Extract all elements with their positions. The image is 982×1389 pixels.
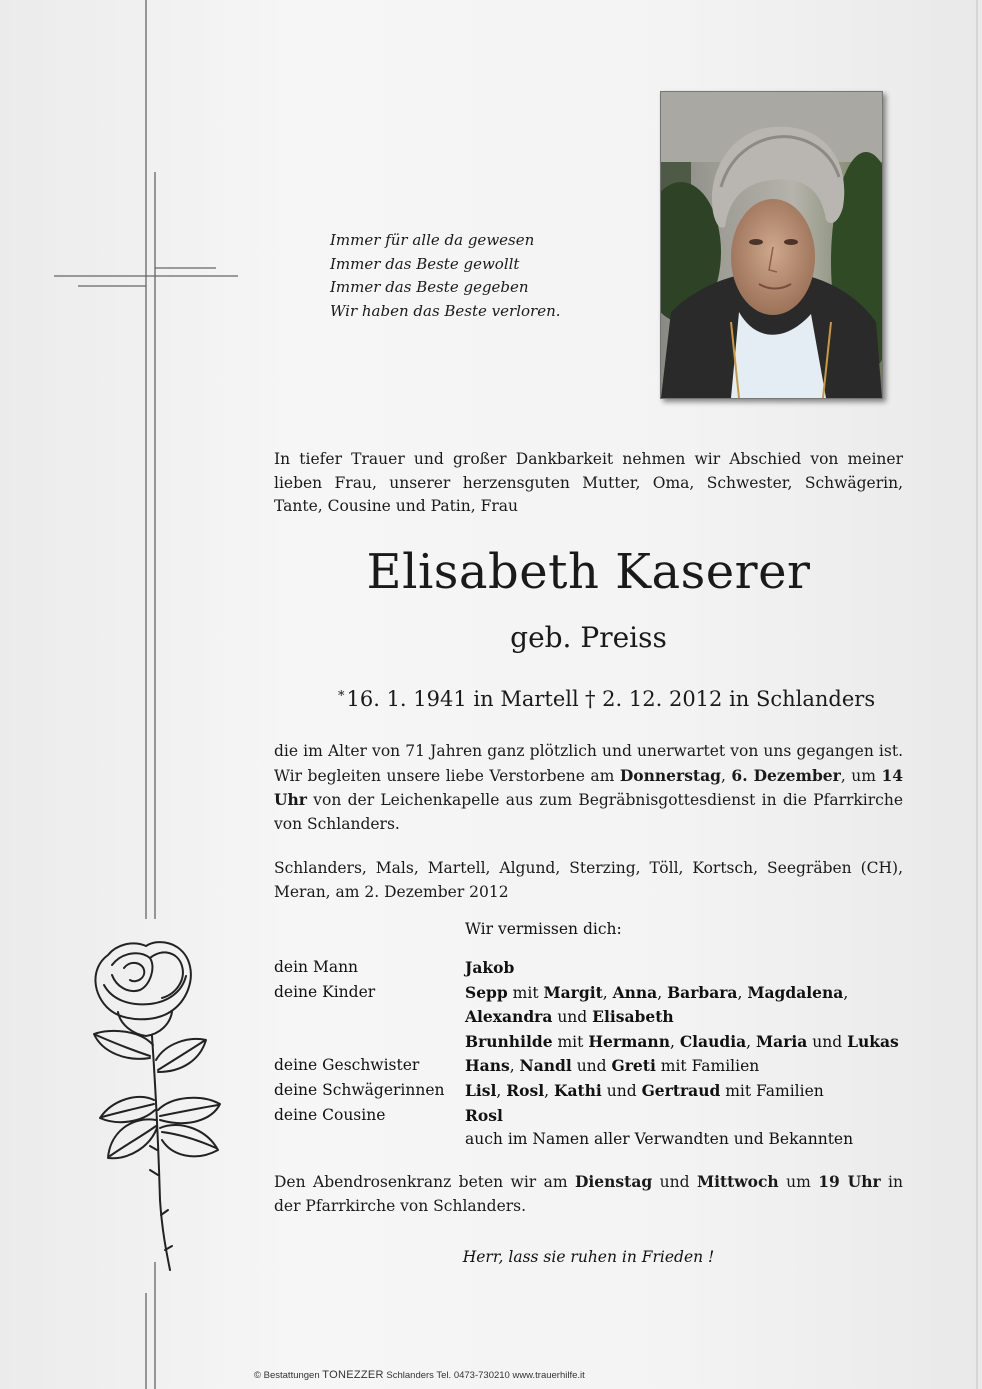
- relation-names: [465, 956, 514, 981]
- relative-name: Maria: [756, 1031, 808, 1051]
- rosary-notice: [274, 1170, 903, 1218]
- poem-line: Wir haben das Beste verloren.: [330, 301, 561, 320]
- deceased-name: Elisabeth Kaserer: [366, 544, 811, 600]
- rosary-text: um: [778, 1173, 819, 1191]
- connector-text: und: [571, 1057, 612, 1076]
- rosary-day: Dienstag: [574, 1172, 653, 1191]
- poem-line: Immer für alle da gewesen: [330, 231, 535, 249]
- poem-line: Immer das Beste gegeben: [330, 278, 529, 296]
- relative-name: Elisabeth: [592, 1007, 674, 1027]
- relatives-row: [274, 956, 914, 981]
- footer-credit: [254, 1369, 585, 1381]
- footer-text: Schlanders Tel. 0473-730210 www.trauerhilfe.it: [383, 1370, 585, 1381]
- relative-name: Anna: [612, 982, 658, 1002]
- relatives-row: [274, 1128, 914, 1152]
- birth-date-text: 16. 1. 1941 in Martell: [346, 687, 579, 711]
- relative-name: Jakob: [465, 958, 515, 977]
- relative-name: Brunhilde: [465, 1031, 553, 1051]
- relatives-row: [274, 1030, 914, 1055]
- relatives-list: [274, 956, 914, 1152]
- closing-prayer: Herr, lass sie ruhen in Frieden !: [462, 1248, 715, 1266]
- portrait-photo: [660, 91, 883, 399]
- relatives-row: [274, 1104, 914, 1129]
- relative-name: Greti: [611, 1056, 656, 1076]
- birth-name: geb. Preiss: [510, 621, 667, 654]
- funeral-notice: [274, 740, 903, 836]
- connector-text: mit: [507, 983, 544, 1002]
- relation-label: deine Geschwister: [274, 1056, 420, 1075]
- relative-name: Claudia: [679, 1031, 747, 1051]
- relative-name: Kathi: [553, 1080, 602, 1100]
- notice-text: ,: [720, 766, 732, 785]
- notice-text: , um: [840, 766, 882, 785]
- birth-date: [338, 684, 579, 714]
- funeral-day: Donnerstag: [619, 765, 721, 785]
- relative-name: Lukas: [847, 1031, 899, 1051]
- relative-name: Nandl: [519, 1056, 572, 1076]
- rosary-text: Den Abendrosenkranz beten wir am: [274, 1173, 575, 1191]
- relation-label-empty: [274, 1030, 465, 1055]
- connector-text: und: [552, 1008, 593, 1027]
- relative-name: Lisl: [465, 1080, 497, 1100]
- relation-names: [465, 1005, 674, 1030]
- relation-names: Hans, Nandl und Greti mit Familien: [465, 1056, 760, 1076]
- connector-text: mit Familien: [655, 1057, 760, 1076]
- relatives-others: auch im Namen aller Verwandten und Bekannten: [465, 1130, 854, 1149]
- relatives-row: [274, 1005, 914, 1030]
- cross-and-rose-decoration: [0, 0, 260, 1389]
- footer-text: © Bestattungen: [254, 1370, 323, 1381]
- connector-text: mit: [552, 1032, 589, 1051]
- relation-names: Lisl, Rosl, Kathi und Gertraud mit Familien: [465, 1080, 824, 1100]
- rosary-text: und: [652, 1173, 697, 1191]
- relation-label: deine Cousine: [274, 1105, 386, 1124]
- relation-names: [465, 1104, 503, 1129]
- intro-text: In tiefer Trauer und großer Dankbarkeit nehmen wir Abschied von meiner lieben Frau, unserer herzensguten Mutter, Oma, Schwester, Schwägerin, Tante, Cousine und Patin, Frau: [274, 450, 903, 515]
- relation-label-empty: [274, 1128, 465, 1152]
- rose-icon: [94, 942, 220, 1270]
- relative-name: Hans: [465, 1056, 510, 1076]
- relative-name: Rosl: [465, 1105, 503, 1125]
- connector-text: und: [807, 1032, 848, 1051]
- places-and-date: Schlanders, Mals, Martell, Algund, Sterzing, Töll, Kortsch, Seegräben (CH), Meran, am 2. Dezember 2012: [274, 859, 903, 901]
- footer-brand: TONEZZER: [322, 1369, 384, 1381]
- relatives-row: [274, 1079, 914, 1104]
- relative-name: Hermann: [588, 1031, 670, 1051]
- memorial-poem: [330, 229, 561, 323]
- relation-label: deine Kinder: [274, 982, 376, 1001]
- birth-symbol: *: [338, 689, 345, 704]
- relatives-row: [274, 981, 914, 1006]
- relative-name: Margit: [543, 982, 603, 1002]
- page-edge: [976, 0, 978, 1389]
- rosary-day: Mittwoch: [696, 1172, 779, 1191]
- connector-text: und: [601, 1081, 642, 1100]
- rosary-time: 19 Uhr: [818, 1172, 881, 1191]
- cross-icon: [54, 0, 238, 1389]
- funeral-time: 14 Uhr: [274, 765, 904, 809]
- relation-label: deine Schwägerinnen: [274, 1080, 445, 1099]
- relative-name: Gertraud: [641, 1080, 721, 1100]
- relative-name: Magdalena: [747, 982, 844, 1002]
- portrait-image: [661, 92, 882, 398]
- relative-name: Barbara: [667, 982, 738, 1002]
- notice-text: die im Alter von 71 Jahren ganz plötzlich und unerwartet von uns gegangen ist. Wir begleiten unsere liebe Verstorbene am: [274, 742, 903, 785]
- rosary-text: in der Pfarrkirche von Schlanders.: [274, 1173, 903, 1215]
- death-date: † 2. 12. 2012 in Schlanders: [585, 687, 876, 711]
- connector-text: mit Familien: [720, 1081, 824, 1100]
- miss-heading: Wir vermissen dich:: [465, 920, 622, 938]
- relation-names: Sepp mit Margit, Anna, Barbara, Magdalena,: [465, 982, 849, 1002]
- poem-line: Immer das Beste gewollt: [330, 254, 520, 273]
- relative-name: Sepp: [465, 982, 508, 1002]
- relative-name: Alexandra: [465, 1007, 553, 1027]
- relation-names: Brunhilde mit Hermann, Claudia, Maria und Lukas: [465, 1031, 899, 1051]
- funeral-date: 6. Dezember: [731, 765, 841, 785]
- relative-name: Rosl: [506, 1080, 545, 1100]
- relation-label-empty: [274, 1005, 465, 1030]
- relation-label: dein Mann: [274, 958, 359, 976]
- notice-text: von der Leichenkapelle aus zum Begräbnisgottesdienst in die Pfarrkirche von Schlanders.: [274, 791, 903, 833]
- relatives-row: [274, 1054, 914, 1079]
